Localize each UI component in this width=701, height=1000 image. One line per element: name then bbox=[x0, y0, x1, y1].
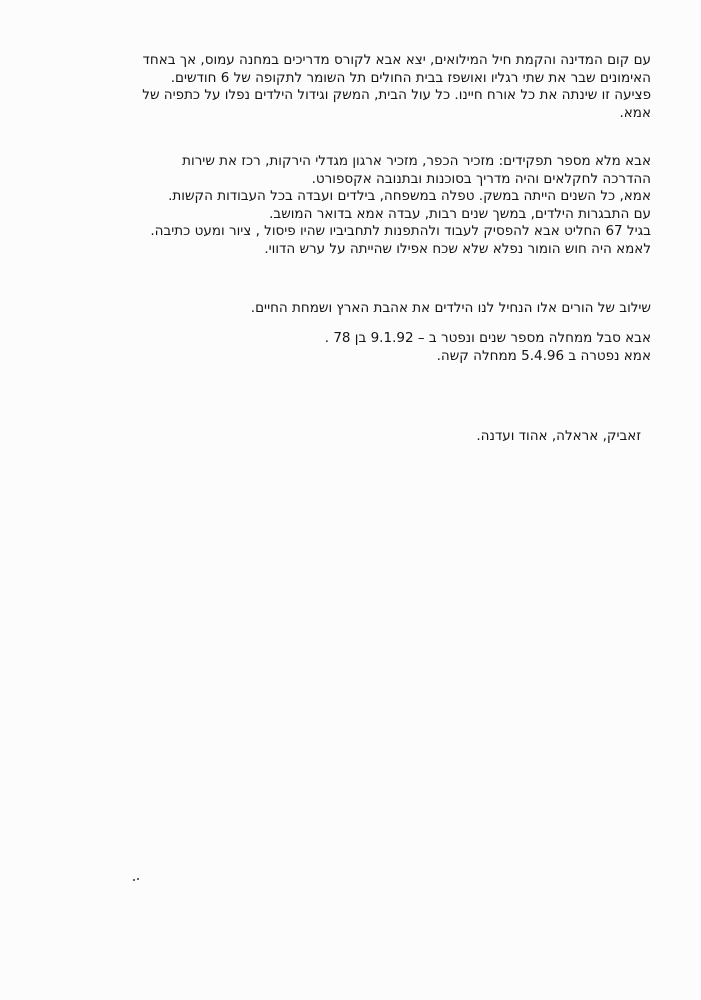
paragraph-roles-and-life bbox=[41, 153, 651, 258]
text-line: אמא. bbox=[619, 104, 651, 121]
text-line: שילוב של הורים אלו הנחיל לנו הילדים את אהבת הארץ ושמחת החיים. bbox=[250, 300, 651, 316]
text-line: האימונים שבר את שתי רגליו ואושפז בבית החולים תל השומר לתקופה של 6 חודשים. bbox=[170, 69, 651, 86]
text-line: אבא מלא מספר תפקידים: מזכיר הכפר, מזכיר ארגון מגדלי הירקות, רכז את שירות bbox=[182, 153, 651, 169]
scan-speck bbox=[133, 878, 139, 881]
text-line: אמא נפטרה ב 5.4.96 ממחלה קשה. bbox=[436, 347, 651, 364]
paragraph-passing bbox=[41, 330, 651, 365]
text-line: אבא סבל ממחלה מספר שנים ונפטר ב – 9.1.92 בן 78 . bbox=[324, 330, 651, 346]
text-line: עם התבגרות הילדים, במשך שנים רבות, עבדה אמא בדואר המושב. bbox=[269, 205, 651, 222]
text-line: עם קום המדינה והקמת חיל המילואים, יצא אבא לקורס מדריכים במחנה עמוס, אך באחד bbox=[142, 52, 651, 68]
signature: זאביק, אראלה, אהוד ועדנה. bbox=[476, 428, 641, 444]
text-line: לאמא היה חוש הומור נפלא שלא שכח אפילו שהייתה על ערש הדווי. bbox=[264, 240, 651, 257]
paragraph-legacy bbox=[41, 300, 651, 318]
paragraph-army-injury bbox=[41, 52, 651, 122]
text-line: ההדרכה לחקלאים והיה מדריך בסוכנות ובתנובה אקספורט. bbox=[311, 170, 651, 187]
text-line: פציעה זו שינתה את כל אורח חיינו. כל עול הבית, המשק וגידול הילדים נפלו על כתפיה של bbox=[142, 87, 651, 103]
text-line: בגיל 67 החליט אבא להפסיק לעבוד ולהתפנות לתחביביו שהיו פיסול , ציור ומעט כתיבה. bbox=[150, 223, 651, 239]
text-line: אמא, כל השנים הייתה במשק. טפלה במשפחה, בילדים ועבדה בכל העבודות הקשות. bbox=[168, 188, 651, 204]
